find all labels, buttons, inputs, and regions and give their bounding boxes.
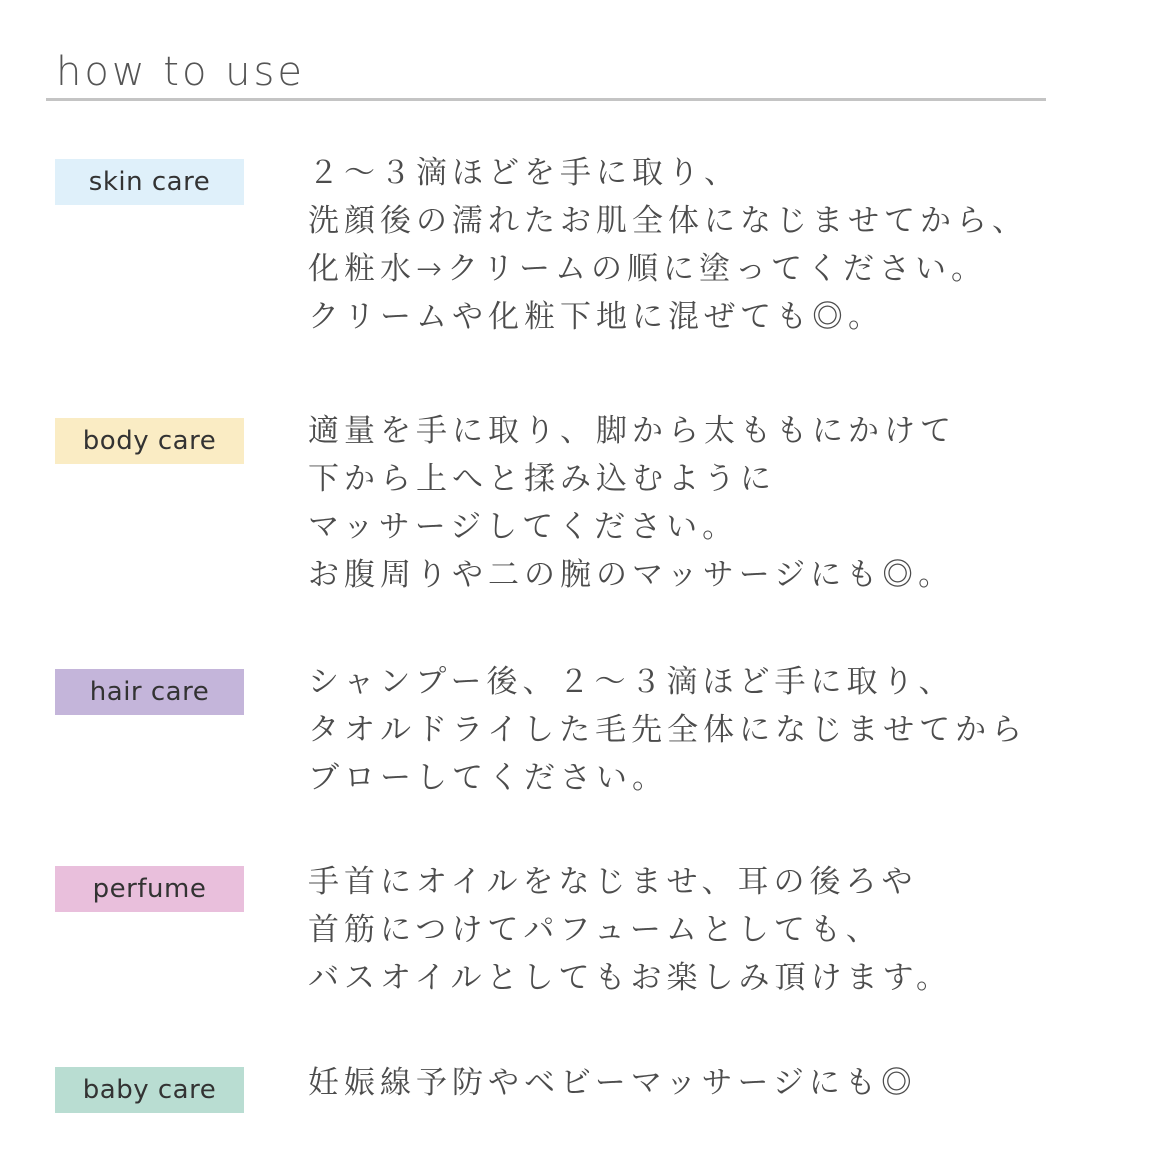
skin-care-description	[308, 149, 1128, 341]
baby-care-badge: baby care	[55, 1067, 244, 1113]
description-line: タオルドライした毛先全体になじませてから	[308, 712, 1028, 748]
page-title: how to use	[56, 49, 305, 95]
description-line: マッサージしてください。	[308, 509, 739, 545]
hair-care-description	[308, 658, 1128, 802]
description-line: ブローしてください。	[308, 760, 668, 796]
skin-care-badge: skin care	[55, 159, 244, 205]
baby-care-description	[308, 1059, 1128, 1107]
description-line: 洗顔後の濡れたお肌全体になじませてから、	[308, 203, 1028, 239]
description-line: 手首にオイルをなじませ、耳の後ろや	[308, 864, 918, 900]
header	[46, 44, 1046, 101]
description-line: シャンプー後、２～３滴ほど手に取り、	[308, 664, 955, 700]
body-care-description	[308, 407, 1128, 599]
perfume-description	[308, 858, 1128, 1002]
description-line: 下から上へと揉み込むように	[308, 461, 776, 497]
description-line: 化粧水→クリームの順に塗ってください。	[308, 251, 987, 287]
description-line: ２～３滴ほどを手に取り、	[308, 155, 740, 191]
description-line: バスオイルとしてもお楽しみ頂けます。	[308, 960, 952, 996]
description-line: お腹周りや二の腕のマッサージにも◎。	[308, 557, 955, 593]
description-line: 首筋につけてパフュームとしても、	[308, 912, 882, 948]
perfume-badge: perfume	[55, 866, 244, 912]
body-care-badge: body care	[55, 418, 244, 464]
description-line: クリームや化粧下地に混ぜても◎。	[308, 299, 884, 335]
description-line: 妊娠線予防やベビーマッサージにも◎	[308, 1065, 917, 1101]
description-line: 適量を手に取り、脚から太ももにかけて	[308, 413, 956, 449]
hair-care-badge: hair care	[55, 669, 244, 715]
